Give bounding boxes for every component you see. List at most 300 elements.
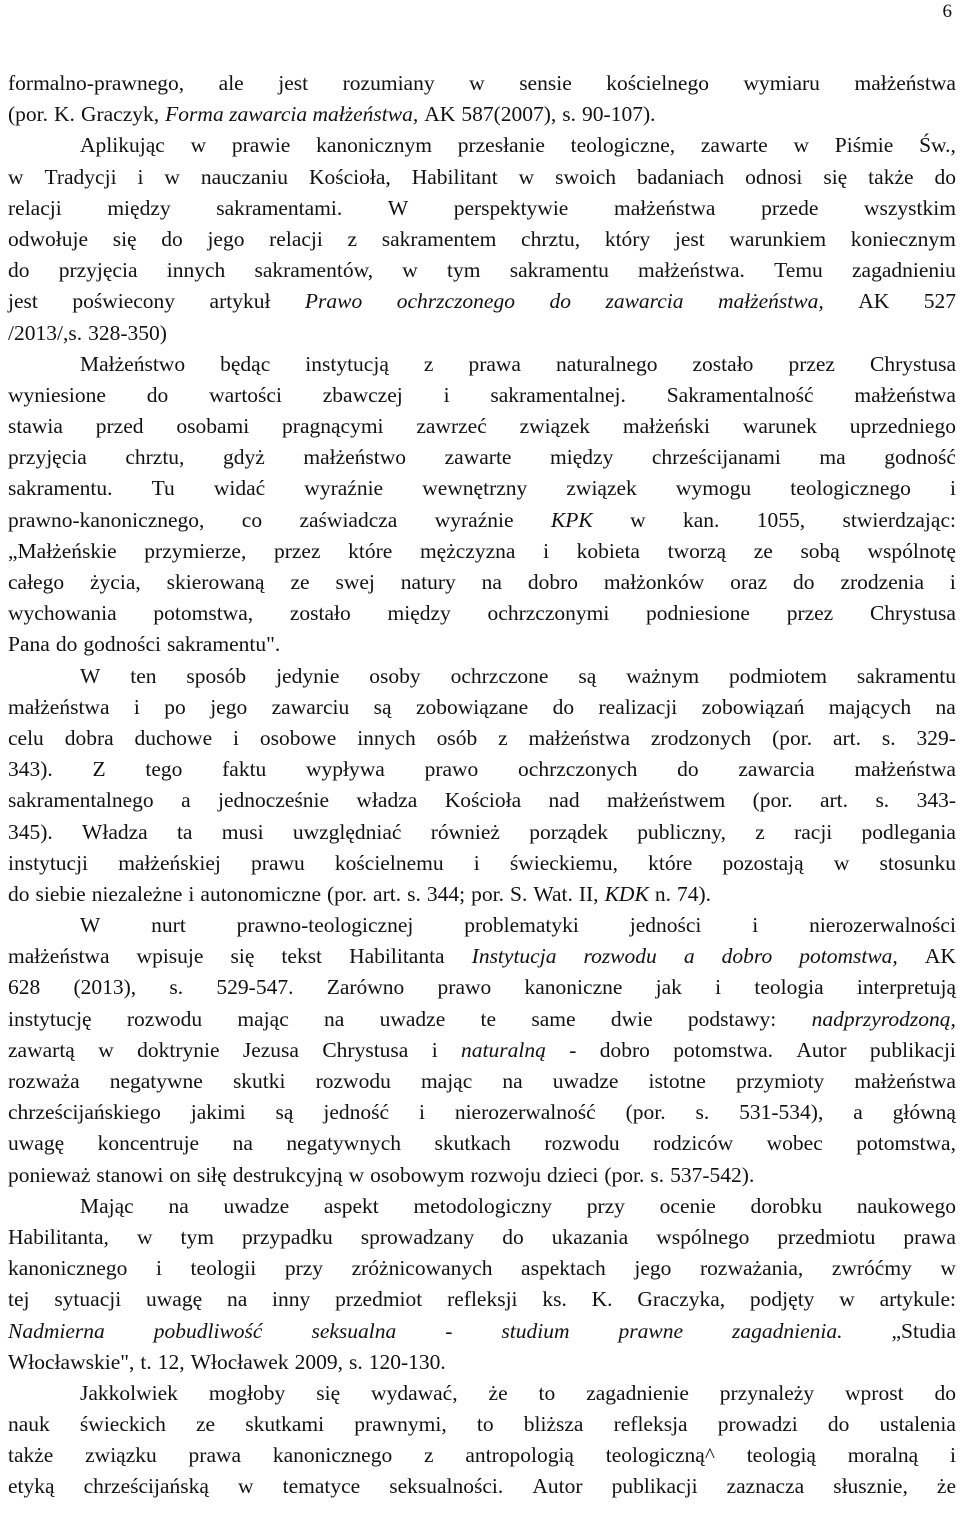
text-line — [8, 723, 956, 754]
word: skutki — [232, 1069, 286, 1093]
word: faktu — [222, 757, 267, 782]
word: s. — [695, 1100, 710, 1125]
word: osobowe — [259, 725, 337, 750]
word: jedynie — [276, 663, 340, 688]
word: do — [552, 694, 575, 719]
text-line — [8, 130, 956, 161]
word: Sakramentalność — [666, 382, 814, 407]
word: prawo — [437, 975, 492, 1000]
word: zobowiązane — [415, 694, 529, 719]
word: 587(2007), — [461, 102, 557, 127]
word: na — [481, 570, 502, 594]
word: wobec — [766, 1131, 823, 1156]
word: także — [8, 1443, 54, 1468]
word: Zarówno — [326, 975, 405, 1000]
body-text — [8, 68, 956, 1503]
word: niezależne — [91, 881, 183, 906]
word: małżeństwa — [854, 71, 956, 95]
text-line — [8, 692, 956, 723]
word: wprost — [845, 1380, 904, 1405]
word: do — [55, 632, 78, 657]
word: s. — [650, 1162, 665, 1187]
word: sytuacji — [54, 1287, 122, 1312]
word: podmiotem — [729, 663, 827, 688]
word: prawu — [251, 850, 305, 875]
word: Kościoła, — [308, 164, 391, 189]
word: mężczyzna — [419, 538, 516, 563]
word: teologicznego — [790, 476, 911, 501]
word: Kościoła — [444, 788, 522, 813]
word: seksualna — [311, 1318, 397, 1343]
word: do — [146, 382, 169, 407]
word: ten — [130, 663, 157, 688]
word: przyjęcia — [8, 445, 87, 470]
word: Tradycji — [44, 164, 117, 189]
word: koncentruje — [97, 1131, 200, 1156]
word: „Studia — [891, 1318, 956, 1343]
word: widać — [213, 476, 266, 501]
word: uwagę — [8, 1131, 65, 1156]
word: w — [136, 1224, 153, 1249]
word: naturalnego — [556, 351, 658, 376]
word: prawnymi, — [354, 1412, 447, 1437]
word: osobowym — [370, 1162, 465, 1187]
word: tekst — [281, 944, 323, 969]
word: wewnętrzny — [422, 476, 528, 501]
word: małżeństwa — [854, 382, 956, 407]
word: Forma zawarcia małżeństwa, — [165, 102, 419, 127]
word: mając — [237, 1006, 289, 1031]
word: prawne — [618, 1318, 684, 1343]
word: prawie — [231, 133, 291, 158]
word: prawno-teologicznej — [236, 913, 414, 938]
word: władza — [356, 788, 418, 813]
word: Wat. — [533, 881, 573, 906]
word: uwagę — [146, 1287, 203, 1312]
word: bliższa — [523, 1412, 584, 1437]
text-line — [8, 879, 956, 910]
word: dobro — [599, 1037, 650, 1062]
word: skierowaną — [166, 570, 265, 594]
text-line — [8, 473, 956, 504]
text-line — [8, 754, 956, 785]
word: ze — [290, 570, 310, 594]
word: wyraźnie — [304, 476, 384, 501]
word: publikacji — [869, 1037, 956, 1062]
word: 328-350) — [88, 320, 167, 345]
word: artykule: — [879, 1287, 956, 1312]
word: jedności — [629, 913, 702, 938]
word: Habilitanta — [349, 944, 445, 969]
word: sakramentalnego — [8, 788, 154, 813]
word: pragnącymi — [282, 414, 384, 439]
word: rozwoju — [470, 1162, 541, 1187]
word: przy — [284, 1256, 324, 1281]
word: Jezusa — [242, 1037, 299, 1062]
word: 529-547. — [216, 975, 294, 1000]
word: małżeństwa — [528, 725, 631, 750]
word: wypływa — [306, 757, 385, 782]
word: perspektywie — [453, 195, 569, 220]
word: w — [518, 164, 535, 189]
word: siebie — [35, 881, 86, 906]
word: sakramentami. — [216, 195, 343, 220]
word: się — [112, 226, 137, 251]
text-line — [8, 99, 956, 130]
word: 329- — [916, 725, 956, 750]
word: osób — [436, 725, 478, 750]
word: sakramentów, — [254, 258, 374, 283]
word: 628 — [8, 975, 41, 1000]
word: i — [949, 570, 956, 594]
word: zaświadcza — [299, 507, 398, 532]
word: teologiczne, — [570, 133, 676, 158]
word: Pana — [8, 632, 50, 657]
word: przymierze, — [144, 538, 247, 563]
word: tego — [145, 757, 183, 782]
word: godności — [83, 632, 161, 657]
word: przypadku — [241, 1224, 333, 1249]
word: małżeństwem — [606, 788, 726, 813]
word: zawarcia — [605, 289, 684, 314]
word: ustalenia — [879, 1412, 956, 1437]
word: pozostają — [722, 850, 804, 875]
word: (2013), — [73, 975, 137, 1000]
word: Instytucja — [471, 944, 557, 969]
word: Chrystusa — [869, 601, 956, 626]
word: Autor — [796, 1037, 847, 1062]
word: antropologią — [465, 1443, 574, 1468]
word: gdyż — [223, 445, 265, 470]
word: nierozerwalności — [809, 913, 956, 938]
word: a — [853, 1100, 863, 1125]
word: poświecony — [72, 289, 176, 314]
word: do — [8, 881, 30, 906]
word: nierozerwalność — [454, 1100, 596, 1125]
word: interpretują — [856, 975, 956, 1000]
text-line — [8, 318, 956, 349]
word: w — [402, 258, 418, 283]
text-line — [8, 848, 956, 879]
text-line — [8, 972, 956, 1003]
word: autonomiczne — [200, 881, 321, 906]
word: zawarte — [700, 133, 768, 158]
word: podjęty — [749, 1287, 815, 1312]
word: same — [531, 1006, 576, 1031]
word: refleksja — [613, 1412, 688, 1437]
word: AK — [858, 289, 890, 314]
word: ochrzczonymi — [487, 601, 610, 626]
word: zostało — [692, 351, 754, 376]
word: warunkiem — [729, 226, 827, 251]
text-line — [8, 411, 956, 442]
word: 12, — [157, 1349, 185, 1374]
word: z — [423, 351, 434, 376]
word: chrześcijańską — [83, 1474, 209, 1499]
word: ważnym — [626, 663, 700, 688]
text-line — [8, 193, 956, 224]
word: kościelnemu — [334, 850, 444, 875]
text-line — [8, 1222, 956, 1253]
word: przez — [273, 538, 321, 563]
word: sobą — [800, 538, 840, 563]
word: wyniesione — [8, 382, 106, 407]
word: AK — [924, 944, 956, 969]
word: W — [80, 913, 101, 938]
word: zobowiązań — [701, 694, 805, 719]
word: na — [168, 1193, 189, 1218]
word: publikacji — [611, 1474, 698, 1499]
word: Mając — [80, 1193, 134, 1218]
word: w — [793, 133, 810, 158]
word: w — [8, 164, 24, 189]
word: i — [418, 1100, 425, 1125]
word: Małżeństwo — [80, 351, 186, 376]
word: małżeństwa — [854, 757, 956, 782]
word: przedmiotu — [777, 1224, 876, 1249]
text-line — [8, 1191, 956, 1222]
word: musi — [221, 819, 264, 844]
word: mogłoby — [208, 1380, 286, 1405]
word: destrukcyjną — [232, 1162, 343, 1187]
word: życia, — [90, 570, 141, 594]
word: Św., — [919, 133, 956, 158]
word: ponieważ — [8, 1162, 91, 1187]
word: prawa — [468, 351, 521, 376]
word: także — [868, 164, 914, 189]
text-line — [8, 1316, 956, 1347]
word: i — [949, 1443, 956, 1468]
text-line — [8, 1253, 956, 1284]
text-line — [8, 1097, 956, 1128]
word: mających — [828, 694, 912, 719]
word: to — [538, 1380, 556, 1405]
word: /2013/,s. — [8, 320, 83, 345]
word: Chrystusa — [870, 351, 956, 376]
word: prawno-kanonicznego, — [8, 507, 205, 532]
word: zagadnieniu — [852, 258, 956, 283]
word: oraz — [730, 570, 768, 594]
word: pobudliwość — [153, 1318, 263, 1343]
text-line — [8, 1284, 956, 1315]
text-line — [8, 1066, 956, 1097]
word: tym — [180, 1224, 214, 1249]
word: i — [949, 476, 956, 501]
word: 343). — [8, 757, 53, 782]
word: Włocławskie", — [8, 1349, 135, 1374]
word: K. — [54, 102, 75, 127]
word: do — [502, 1224, 524, 1249]
word: negatywne — [109, 1069, 203, 1093]
text-line — [8, 1471, 956, 1502]
word: refleksji — [447, 1287, 518, 1312]
word: w — [940, 1256, 956, 1281]
word: rozwodu — [126, 1006, 203, 1031]
text-line — [8, 349, 956, 380]
word: związek — [566, 476, 637, 501]
word: z — [755, 819, 765, 844]
word: rozwodu — [544, 1131, 620, 1156]
word: Włocławek — [190, 1349, 289, 1374]
word: w — [833, 850, 850, 875]
word: osoby — [369, 663, 421, 688]
word: koniecznym — [850, 226, 956, 251]
word: kościelnego — [606, 71, 709, 95]
word: aspekt — [323, 1193, 379, 1218]
word: to — [476, 1412, 494, 1437]
word: 1055, — [756, 507, 806, 532]
word: ta — [176, 819, 193, 844]
word: sensie — [519, 71, 572, 95]
word: potomstwa, — [856, 1131, 956, 1156]
word: sakramentu — [509, 258, 609, 283]
word: i — [543, 538, 550, 563]
word: problematyki — [464, 913, 579, 938]
word: dorobku — [750, 1193, 823, 1218]
word: s. — [562, 102, 577, 127]
word: por. — [471, 881, 504, 906]
word: podniesione — [646, 601, 750, 626]
word: s. — [169, 975, 184, 1000]
word: Z — [92, 757, 106, 782]
word: całego — [8, 570, 65, 594]
word: Nadmierna — [8, 1318, 105, 1343]
word: a — [683, 944, 695, 969]
word: uwadze — [379, 1006, 446, 1031]
word: wpisuje — [136, 944, 204, 969]
word: również — [430, 819, 500, 844]
text-line — [8, 817, 956, 848]
word: uprzedniego — [849, 414, 956, 439]
word: tworzą — [667, 538, 727, 563]
text-line — [8, 224, 956, 255]
word: wszystkim — [863, 195, 956, 220]
word: zawartą — [8, 1037, 75, 1062]
word: Autor — [532, 1474, 583, 1499]
word: przedmiot — [335, 1287, 423, 1312]
word: między — [550, 445, 614, 470]
text-line — [8, 1347, 956, 1378]
word: sposób — [186, 663, 247, 688]
word: relacji — [269, 226, 323, 251]
word: te — [480, 1006, 497, 1031]
word: rodziców — [653, 1131, 734, 1156]
word: zawarte — [444, 445, 512, 470]
word: w — [238, 1474, 254, 1499]
text-line — [8, 1128, 956, 1159]
text-line — [8, 1004, 956, 1035]
word: jego — [207, 226, 245, 251]
word: Piśmie — [834, 133, 894, 158]
word: ochrzczone — [450, 663, 549, 688]
word: uwzględniać — [292, 819, 402, 844]
word: ze — [196, 1412, 216, 1437]
word: 531-534), — [739, 1100, 824, 1125]
word: się — [230, 944, 255, 969]
word: do — [793, 570, 815, 594]
word: tej — [8, 1287, 30, 1312]
word: jego — [634, 1256, 672, 1281]
word: rozważa — [8, 1069, 80, 1093]
word: art. — [819, 788, 849, 813]
word: jedność — [323, 1100, 390, 1125]
word: zrodzonych — [650, 725, 752, 750]
text-line — [8, 1035, 956, 1066]
word: podstawy: — [687, 1006, 777, 1031]
word: potomstwa, — [799, 944, 898, 969]
word: swej — [335, 570, 375, 594]
word: dwie — [610, 1006, 653, 1031]
word: i — [155, 1256, 162, 1281]
word: 344; — [426, 881, 466, 906]
word: inny — [272, 1287, 311, 1312]
word: KPK — [550, 507, 593, 532]
word: przyjęcia — [58, 258, 138, 283]
word: w — [839, 1287, 855, 1312]
word: nurt — [151, 913, 186, 938]
word: stosunku — [879, 850, 956, 875]
word: i — [715, 975, 722, 1000]
word: małżeństwa — [854, 1069, 956, 1093]
word: i — [233, 725, 239, 750]
word: prawo — [424, 757, 479, 782]
word: wydawać, — [371, 1380, 458, 1405]
text-line — [8, 380, 956, 411]
word: ochrzczonego — [396, 289, 515, 314]
word: Tu — [151, 476, 175, 501]
word: chrztu, — [125, 445, 185, 470]
word: uwadze — [223, 1193, 290, 1218]
word: art. — [832, 725, 862, 750]
word: rozwodu — [583, 944, 657, 969]
word: zaznacza — [726, 1474, 805, 1499]
word: na — [935, 694, 956, 719]
word: teologiczną^ — [605, 1443, 715, 1468]
word: które — [348, 538, 393, 563]
word: 537-542). — [670, 1162, 755, 1187]
word: zagadnienie — [586, 1380, 689, 1405]
word: nad — [548, 788, 580, 813]
word: tematyce — [282, 1474, 361, 1499]
word: które — [648, 850, 693, 875]
word: osobami — [176, 414, 250, 439]
word: Graczyk, — [80, 102, 160, 127]
word: małżonków — [603, 570, 705, 594]
word: na — [226, 1287, 248, 1312]
word: ukazania — [551, 1224, 629, 1249]
word: będąc — [220, 351, 271, 376]
word: celu — [8, 725, 44, 750]
word: na — [232, 1131, 253, 1156]
text-line — [8, 68, 956, 99]
text-line — [8, 1378, 956, 1409]
word: sprowadzany — [360, 1224, 475, 1249]
word: wychowania — [8, 601, 117, 626]
word: sakramentu". — [166, 632, 281, 657]
word: 345). — [8, 819, 53, 844]
word: się — [316, 1380, 341, 1405]
word: prawa — [903, 1224, 956, 1249]
word: odwołuje — [8, 226, 89, 251]
text-line — [8, 910, 956, 941]
word: (por. — [772, 725, 813, 750]
text-line — [8, 505, 956, 536]
text-line — [8, 442, 956, 473]
word: sakramentalnej. — [490, 382, 626, 407]
word: który — [604, 226, 651, 251]
word: przesłanie — [457, 133, 545, 158]
word: zawarciu — [271, 694, 350, 719]
